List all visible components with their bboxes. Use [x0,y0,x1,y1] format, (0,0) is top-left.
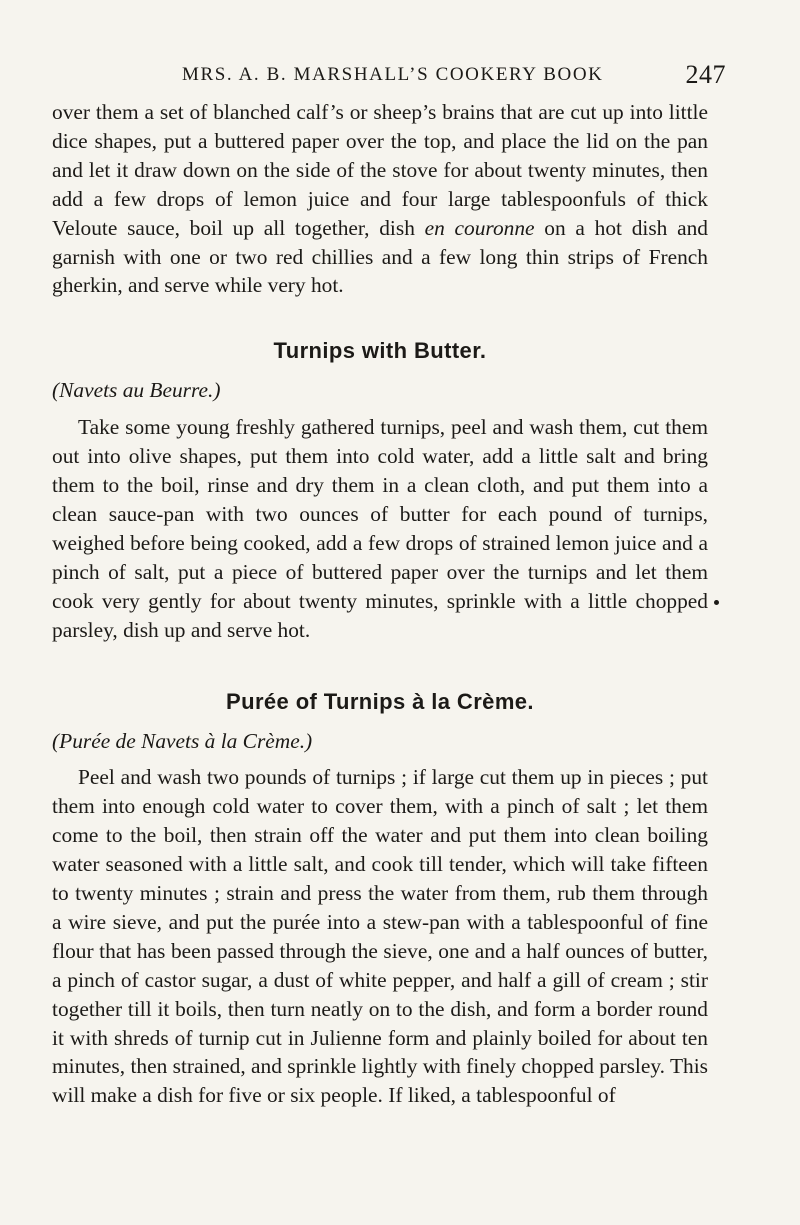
section-subtitle-navets-au-beurre: (Navets au Beurre.) [52,378,221,403]
margin-ink-dot [714,600,719,605]
section-body-turnips-with-butter: Take some young freshly gathered turnips, peel and wash them, cut them out into olive shapes, put them into cold water, add a little salt and bring them to the boil, rinse and dry them in a clean cloth, and put them into a clean sauce-pan with two ounces of butter for each pound of turnips, weighed before being cooked, add a few drops of strained lemon juice and a pinch of salt, put a piece of buttered paper over the turnips and let them cook very gently for about twenty minutes, sprinkle with a little chopped parsley, dish up and serve hot. [52,415,708,642]
body-text [52,98,708,1110]
continuation-paragraph [52,98,708,300]
section-subtitle-puree-de-navets: (Purée de Navets à la Crème.) [52,728,313,753]
section-body-puree-of-turnips: Peel and wash two pounds of turnips ; if large cut them up in pieces ; put them into enough cold water to cover them, with a pinch of salt ; let them come to the boil, then strain off the water and put them into clean boiling water seasoned with a little salt, and cook till tender, which will take fifteen to twenty minutes ; strain and press the water from them, rub them through a wire sieve, and put the purée into a stew-pan with a tablespoonful of fine flour that has been passed through the sieve, one and a half ounces of butter, a pinch of castor sugar, a dust of white pepper, and half a gill of cream ; stir together till it boils, then turn neatly on to the dish, and form a border round it with shreds of turnip cut in Julienne form and plainly boiled for about ten minutes, then strained, and sprinkle lightly with finely chopped parsley. This will make a dish for five or six people. If liked, a tablespoonful of [52,765,708,1108]
section-title-turnips-with-butter: Turnips with Butter. [273,338,487,364]
running-title: MRS. A. B. MARSHALL’S COOKERY BOOK [182,64,604,85]
continuation-text-after: on a hot dish and garnish with one or two red chillies and a few long thin strips of French gherkin, and serve while very hot. [52,215,708,298]
continuation-italic-term: en couronne [424,215,535,240]
continuation-text-before: over them a set of blanched calf’s or sheep’s brains that are cut up into little dice shapes, put a buttered paper over the top, and place the lid on the pan and let it draw down on the side of the stove for about twenty minutes, then add a few drops of lemon juice and four large tablespoonfuls of thick Veloute sauce, boil up all together, dish [52,100,708,240]
running-head [52,60,726,90]
page-number: 247 [685,60,726,89]
section-title-puree-of-turnips: Purée of Turnips à la Crème. [226,688,534,714]
